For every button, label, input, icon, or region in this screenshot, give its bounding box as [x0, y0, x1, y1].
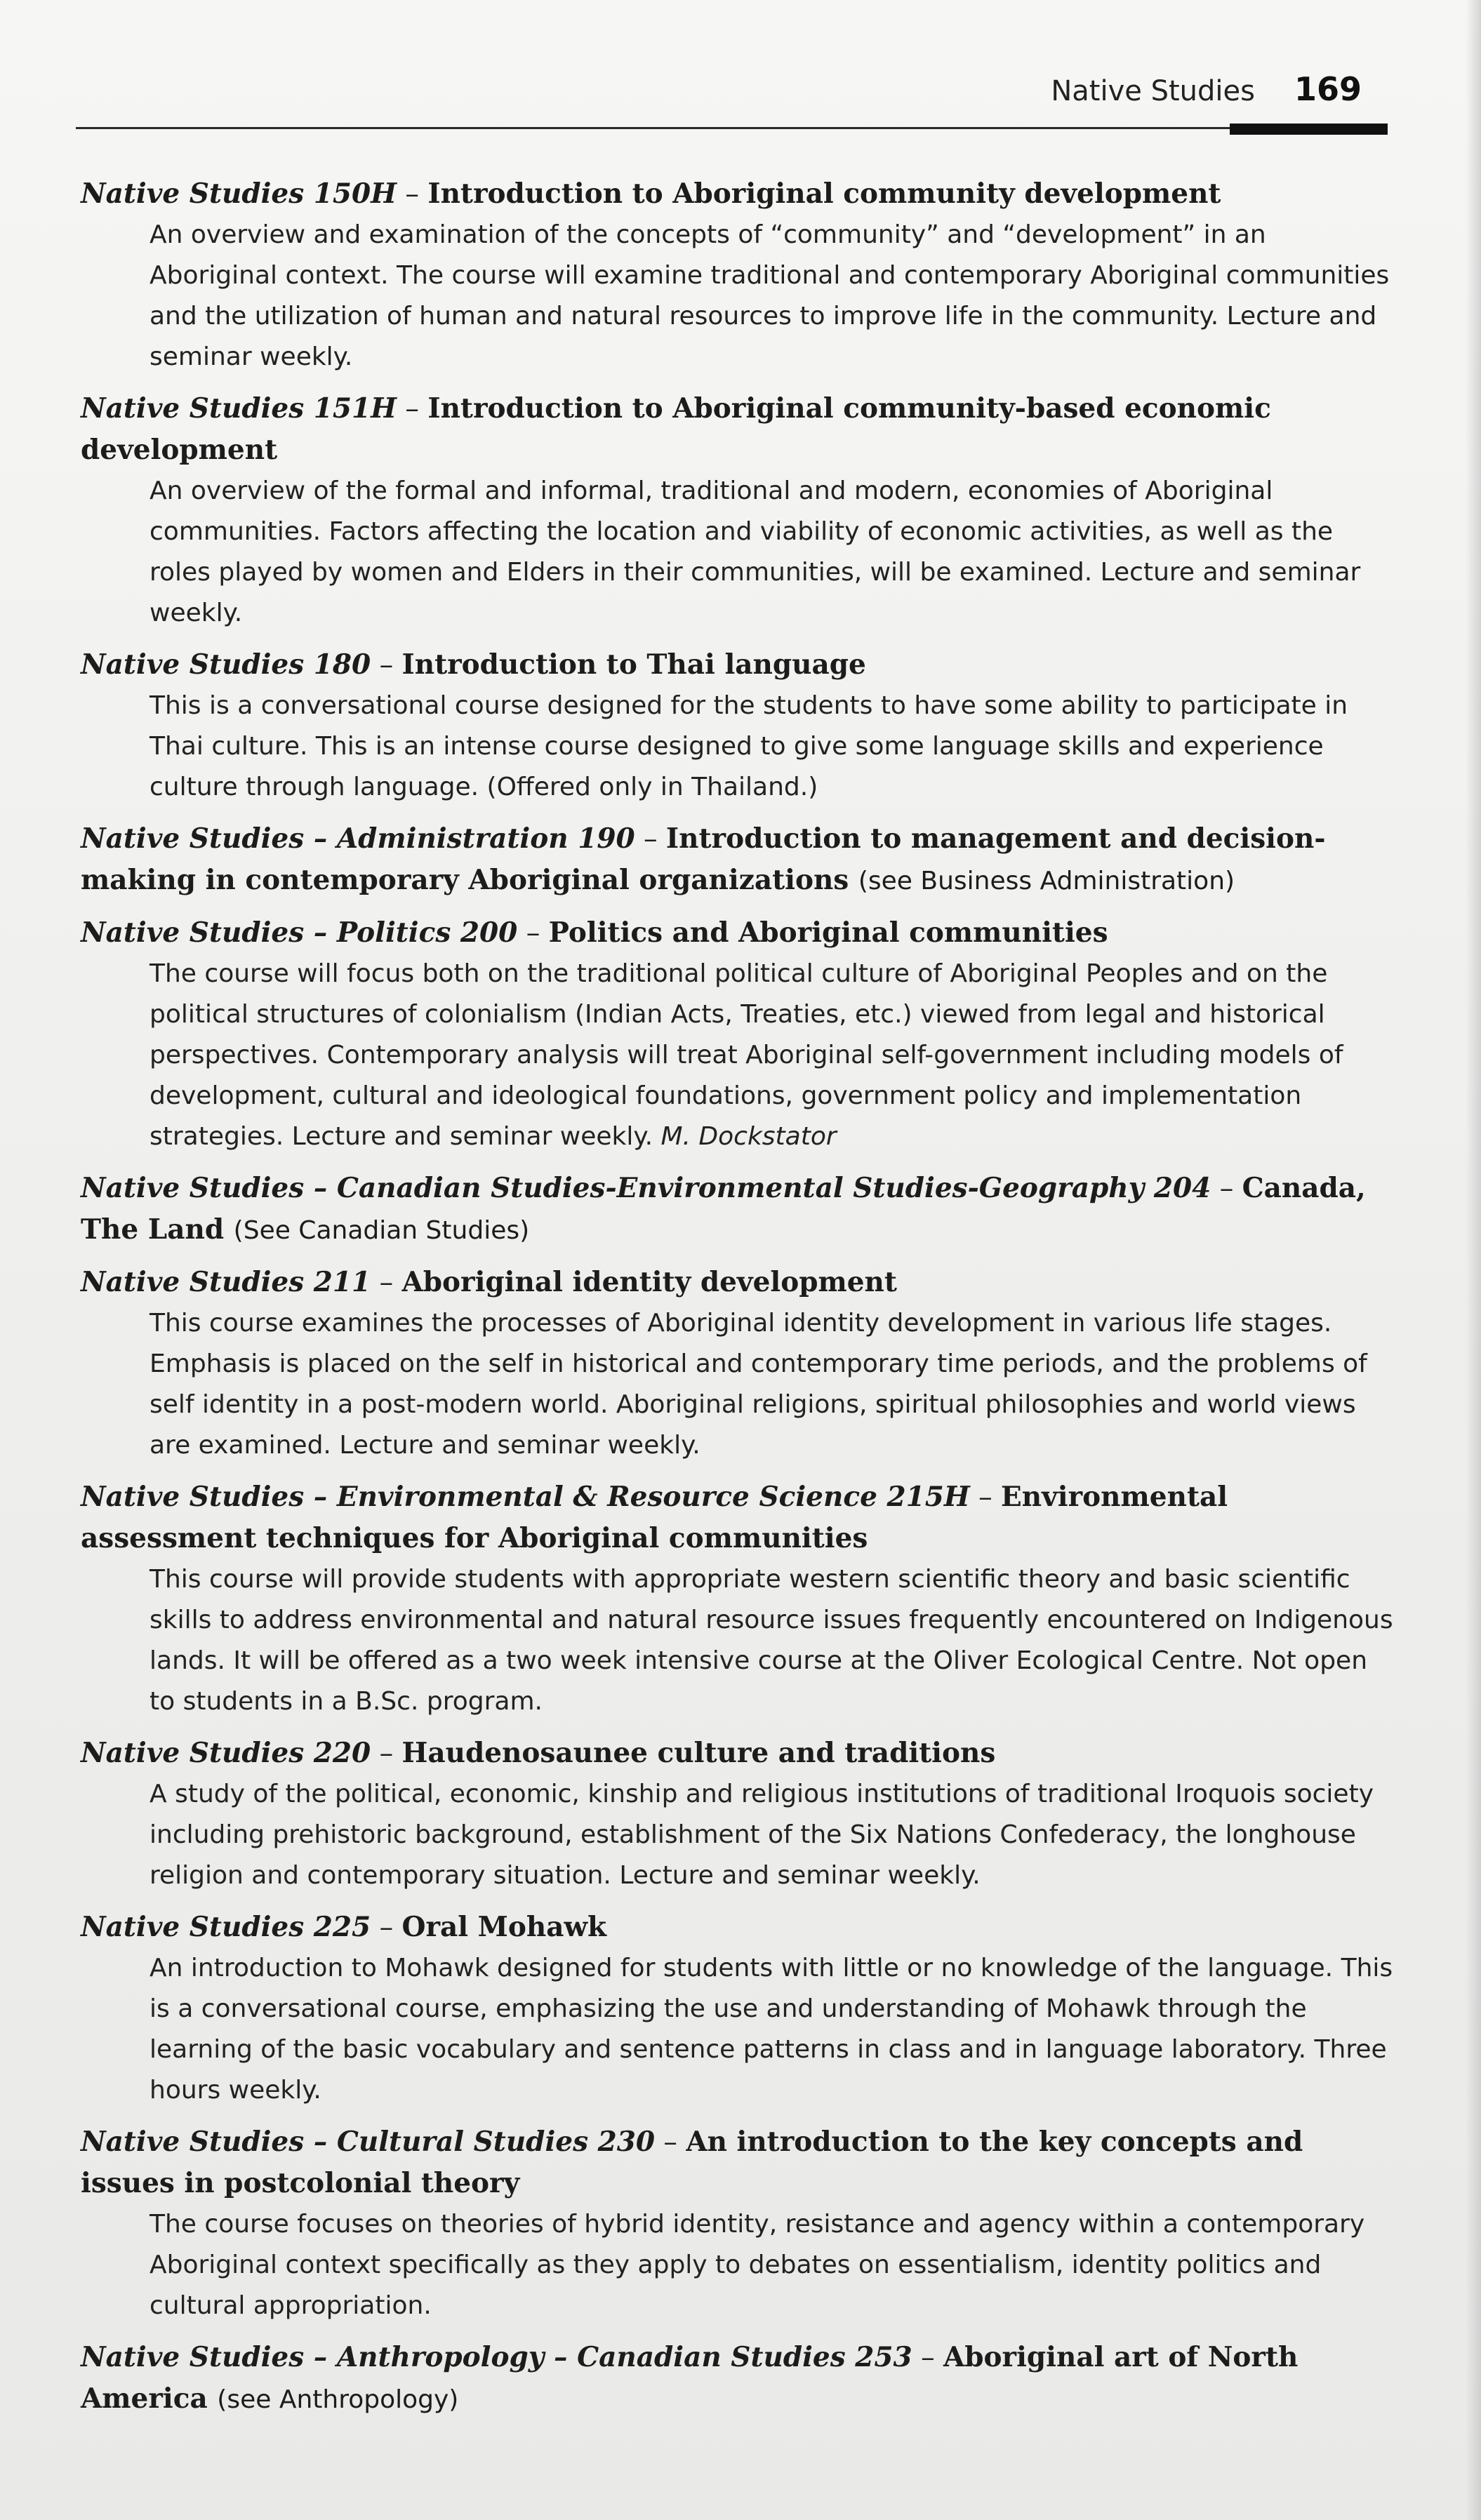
course-title: Aboriginal art of North America	[81, 2341, 1299, 2415]
course-entry	[81, 388, 1400, 634]
course-title: Introduction to Thai language	[401, 648, 866, 681]
course-entry	[81, 1168, 1400, 1251]
header-rule	[76, 127, 1306, 129]
course-entry	[81, 2337, 1400, 2420]
course-description: An overview of the formal and informal, traditional and modern, economies of Aboriginal communities. Factors affecting the location and viability of economic activities, as well as the roles played by women and Elders in their communities, will be examined. Lecture and seminar weekly.	[150, 476, 1361, 627]
course-title: Introduction to management and decision-making in contemporary Aboriginal organizations	[81, 822, 1326, 896]
course-code: Native Studies – Canadian Studies-Environmental Studies-Geography 204	[81, 1172, 1211, 1204]
course-code: Native Studies – Anthropology – Canadian Studies 253	[81, 2341, 912, 2373]
course-title: Aboriginal identity development	[401, 1266, 897, 1298]
course-heading: Native Studies – Administration 190 – Introduction to management and decision-making in contemporary Aboriginal organizations (see Business Administration)	[81, 822, 1326, 896]
course-heading: Native Studies – Anthropology – Canadian Studies 253 – Aboriginal art of North America (see Anthropology)	[81, 2341, 1299, 2415]
course-heading: Native Studies 225 – Oral Mohawk	[81, 1911, 607, 1943]
header-rule-accent	[1230, 124, 1388, 135]
page-number: 169	[1294, 70, 1362, 108]
course-code: Native Studies – Cultural Studies 230	[81, 2126, 656, 2158]
course-entry	[81, 2121, 1400, 2326]
course-heading: Native Studies – Canadian Studies-Environmental Studies-Geography 204 – Canada, The Land (See Canadian Studies)	[81, 1172, 1366, 1246]
course-code: Native Studies – Administration 190	[81, 822, 635, 855]
course-title: Oral Mohawk	[401, 1911, 607, 1943]
course-description: An overview and examination of the concepts of “community” and “development” in an Aboriginal context. The course will examine traditional and contemporary Aboriginal communities and the utilization of human and natural resources to improve life in the community. Lecture and seminar weekly.	[150, 220, 1390, 371]
course-code: Native Studies 225	[81, 1911, 371, 1943]
course-title: Environmental assessment techniques for Aboriginal communities	[81, 1481, 1228, 1554]
course-description: The course focuses on theories of hybrid identity, resistance and agency within a contemporary Aboriginal context specifically as they apply to debates on essentialism, identity politics and cultural appropriation.	[150, 2210, 1365, 2320]
course-description-text: The course will focus both on the traditional political culture of Aboriginal Peoples and on the political structures of colonialism (Indian Acts, Treaties, etc.) viewed from legal and historical perspectives. Contemporary analysis will treat Aboriginal self-government including models of development, cultural and ideological foundations, government policy and implementation strategies. Lecture and seminar weekly.	[150, 959, 1343, 1151]
course-entry	[81, 818, 1400, 902]
course-heading: Native Studies 220 – Haudenosaunee culture and traditions	[81, 1737, 996, 1769]
course-code: Native Studies 151H	[81, 392, 397, 425]
page-edge-shadow	[1466, 0, 1481, 2520]
course-list	[81, 173, 1400, 2431]
course-code: Native Studies – Politics 200	[81, 916, 518, 949]
course-heading: Native Studies – Environmental & Resource Science 215H – Environmental assessment techniques for Aboriginal communities	[81, 1481, 1228, 1554]
running-head: Native Studies	[1051, 75, 1255, 107]
course-entry	[81, 1907, 1400, 2111]
course-title: Haudenosaunee culture and traditions	[401, 1737, 996, 1769]
course-entry	[81, 912, 1400, 1157]
cross-reference: (See Canadian Studies)	[233, 1216, 530, 1245]
course-title: Introduction to Aboriginal community-based economic development	[81, 392, 1271, 466]
course-description: An introduction to Mohawk designed for students with little or no knowledge of the language. This is a conversational course, emphasizing the use and understanding of Mohawk through the learning of the basic vocabulary and sentence patterns in class and in language laboratory. Three hours weekly.	[150, 1954, 1393, 2105]
instructor-name: M. Dockstator	[660, 1122, 837, 1151]
course-description: This is a conversational course designed for the students to have some ability to participate in Thai culture. This is an intense course designed to give some language skills and experience culture through language. (Offered only in Thailand.)	[150, 691, 1348, 801]
course-entry	[81, 644, 1400, 808]
course-heading: Native Studies 211 – Aboriginal identity development	[81, 1266, 897, 1298]
course-heading: Native Studies – Politics 200 – Politics and Aboriginal communities	[81, 916, 1108, 949]
course-title: An introduction to the key concepts and issues in postcolonial theory	[81, 2126, 1303, 2199]
course-heading: Native Studies 180 – Introduction to Thai language	[81, 648, 866, 681]
course-code: Native Studies 211	[81, 1266, 371, 1298]
course-description: This course will provide students with appropriate western scientific theory and basic scientific skills to address environmental and natural resource issues frequently encountered on Indigenous lands. It will be offered as a two week intensive course at the Oliver Ecological Centre. Not open to students in a B.Sc. program.	[150, 1565, 1393, 1716]
course-code: Native Studies 220	[81, 1737, 371, 1769]
course-description: A study of the political, economic, kinship and religious institutions of traditional Iroquois society including prehistoric background, establishment of the Six Nations Confederacy, the longhouse religion and contemporary situation. Lecture and seminar weekly.	[150, 1780, 1374, 1890]
course-title: Canada, The Land	[81, 1172, 1366, 1246]
course-code: Native Studies 180	[81, 648, 371, 681]
course-code: Native Studies 150H	[81, 178, 397, 210]
course-entry	[81, 1476, 1400, 1722]
course-heading: Native Studies 151H – Introduction to Aboriginal community-based economic development	[81, 392, 1271, 466]
cross-reference: (see Business Administration)	[858, 867, 1235, 895]
course-title: Politics and Aboriginal communities	[548, 916, 1108, 949]
course-entry	[81, 173, 1400, 378]
course-description: This course examines the processes of Aboriginal identity development in various life stages. Emphasis is placed on the self in historical and contemporary time periods, and the problems of self identity in a post-modern world. Aboriginal religions, spiritual philosophies and world views are examined. Lecture and seminar weekly.	[150, 1309, 1367, 1460]
course-entry	[81, 1262, 1400, 1466]
page-header	[1051, 70, 1362, 108]
course-heading: Native Studies 150H – Introduction to Aboriginal community development	[81, 178, 1221, 210]
course-title: Introduction to Aboriginal community development	[427, 178, 1221, 210]
course-code: Native Studies – Environmental & Resource Science 215H	[81, 1481, 970, 1513]
cross-reference: (see Anthropology)	[217, 2385, 459, 2414]
course-description	[150, 954, 1400, 1157]
course-entry	[81, 1733, 1400, 1896]
course-heading: Native Studies – Cultural Studies 230 – An introduction to the key concepts and issues in postcolonial theory	[81, 2126, 1303, 2199]
